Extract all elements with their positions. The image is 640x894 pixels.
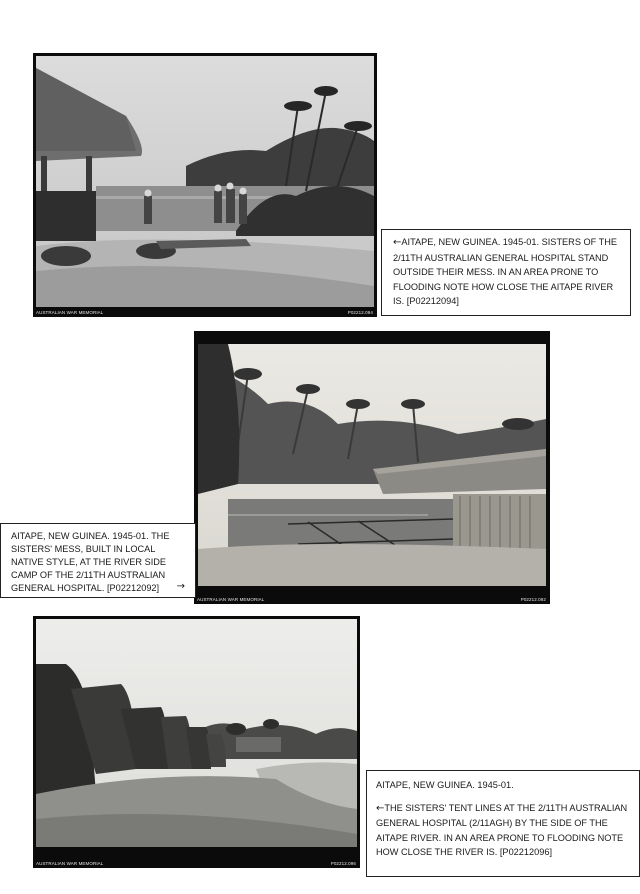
photo-accession-number: P02212.092 (520, 597, 546, 602)
arrow-left-icon: ← (393, 237, 402, 248)
arrow-left-icon: ← (376, 802, 385, 814)
caption-text: AITAPE, NEW GUINEA. 1945-01. SISTERS OF THE 2/11TH AUSTRALIAN GENERAL HOSPITAL STAND OUTSIDE THEIR MESS. IN AN AREA PRONE TO FLOODING NOTE HOW CLOSE THE AITAPE RIVER IS. [P02212094] (393, 237, 618, 307)
photo-accession-number: P02212.096 (330, 861, 356, 866)
photo-image-3 (36, 619, 357, 847)
photo-image-2 (198, 344, 546, 586)
arrow-right-icon: → (176, 581, 185, 593)
caption-heading: AITAPE, NEW GUINEA. 1945-01. (376, 780, 514, 790)
caption-photo-2 (0, 523, 196, 598)
photo-sisters-mess-exterior (33, 53, 377, 317)
photo-image-1 (36, 56, 374, 307)
photo-credit-left: AUSTRALIAN WAR MEMORIAL (197, 597, 265, 602)
photo-sisters-mess-riverside (194, 331, 550, 604)
photo-sisters-tent-lines (33, 616, 360, 868)
caption-photo-3 (366, 770, 640, 877)
photo-credit-left: AUSTRALIAN WAR MEMORIAL (36, 861, 104, 866)
photo-credit-left: AUSTRALIAN WAR MEMORIAL (36, 310, 104, 315)
photo-accession-number: P02212.094 (347, 310, 373, 315)
caption-text: THE SISTERS' TENT LINES AT THE 2/11TH AUSTRALIAN GENERAL HOSPITAL (2/11AGH) BY THE SIDE OF THE AITAPE RIVER. IN AN AREA PRONE TO FLOODING NOTE HOW CLOSE THE RIVER IS. [P02212096] (376, 802, 628, 858)
caption-photo-1 (381, 229, 631, 316)
caption-text: AITAPE, NEW GUINEA. 1945-01. THE SISTERS' MESS, BUILT IN LOCAL NATIVE STYLE, AT THE RIVER SIDE CAMP OF THE 2/11TH AUSTRALIAN GENERAL HOSPITAL. [P02212092] (11, 531, 170, 593)
